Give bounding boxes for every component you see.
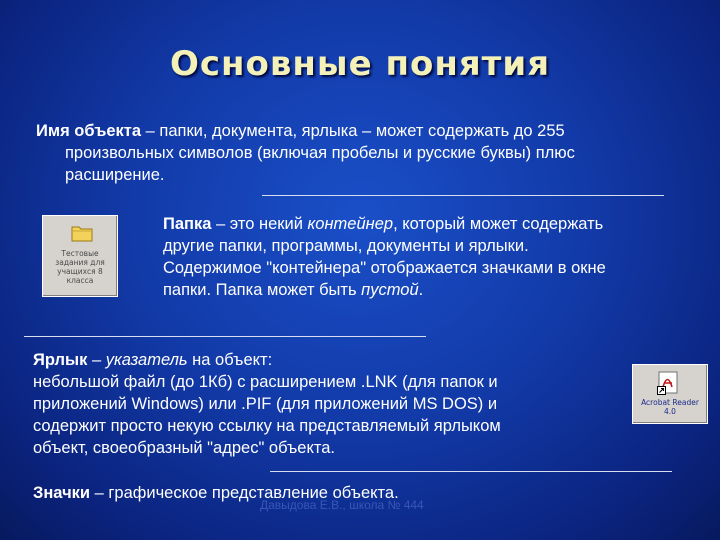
shortcut-def-line2: небольшой файл (до 1Кб) с расширением .LNK (для папок и (33, 373, 498, 391)
shortcut-caption-line: 4.0 (664, 407, 676, 416)
footer-author: Давыдова Е.В., школа № 444 (260, 498, 424, 512)
folder-def-text: . (418, 281, 424, 299)
folder-def-line2: другие папки, программы, документы и ярлыки. (163, 237, 529, 255)
folder-def-text: – это некий (211, 215, 308, 233)
shortcut-def-line4: содержит просто некую ссылку на представляемый ярлыком (33, 417, 501, 435)
name-term: Имя объекта (36, 122, 142, 140)
folder-caption-line: Тестовые (61, 249, 99, 258)
folder-icon-caption (47, 249, 113, 285)
name-def-line1: – папки, документа, ярлыка – может содержать до 255 (141, 122, 565, 140)
divider-3 (270, 471, 672, 472)
shortcut-definition (33, 349, 613, 459)
folder-def-line3: Содержимое "контейнера" отображается значками в окне (163, 259, 606, 277)
folder-term: Папка (163, 215, 212, 233)
folder-def-emphasis: пустой (361, 281, 419, 299)
slide-title: Основные понятия (169, 44, 551, 84)
icons-term: Значки (33, 484, 91, 502)
folder-caption-line: задания для (55, 258, 105, 267)
folder-def-emphasis: контейнер (307, 215, 394, 233)
folder-icon-tile[interactable] (42, 215, 118, 297)
name-def-line3: расширение. (65, 166, 165, 184)
shortcut-def-text: – (87, 351, 106, 369)
acrobat-reader-shortcut-icon (657, 371, 679, 395)
shortcut-def-line5: объект, своеобразный "адрес" объекта. (33, 439, 335, 457)
folder-caption-line: класса (66, 276, 94, 285)
shortcut-icon-tile[interactable] (632, 364, 708, 424)
divider-2 (24, 336, 426, 337)
shortcut-term: Ярлык (33, 351, 88, 369)
shortcut-caption-line: Acrobat Reader (641, 398, 699, 407)
icons-def-text: – графическое представление объекта. (90, 484, 399, 502)
folder-icon (71, 224, 93, 242)
name-def-line2: произвольных символов (включая пробелы и русские буквы) плюс (65, 144, 575, 162)
shortcut-def-emphasis: указатель (105, 351, 188, 369)
name-definition (36, 120, 696, 186)
shortcut-icon-caption (635, 398, 705, 416)
folder-caption-line: учащихся 8 (57, 267, 103, 276)
folder-def-text: , который может содержать (393, 215, 604, 233)
folder-definition (163, 213, 703, 301)
folder-def-text: папки. Папка может быть (163, 281, 362, 299)
shortcut-def-line3: приложений Windows) или .PIF (для приложений MS DOS) и (33, 395, 498, 413)
shortcut-def-text: на объект: (187, 351, 273, 369)
divider-1 (262, 195, 664, 196)
